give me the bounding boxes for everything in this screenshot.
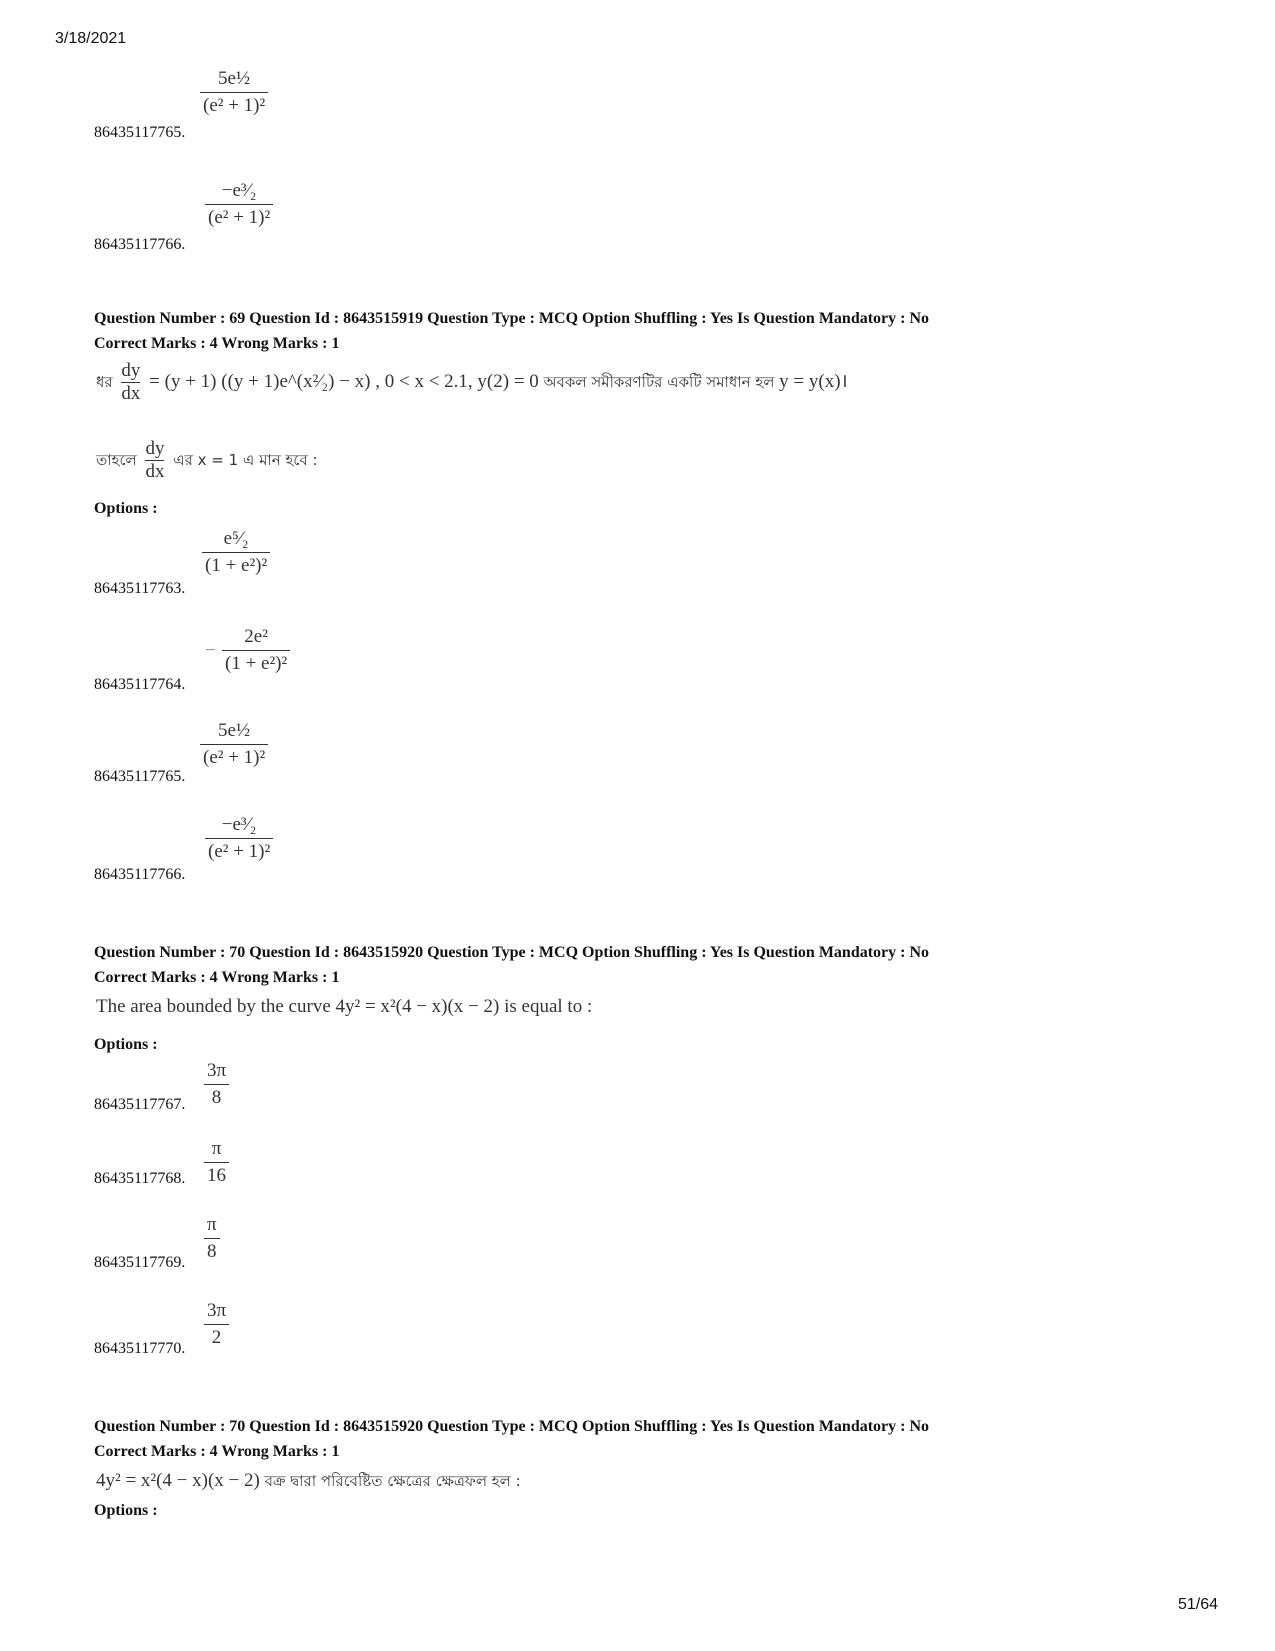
question-header [94, 1414, 929, 1464]
option-fraction [200, 720, 268, 769]
fraction-denominator: 2 [211, 1327, 222, 1348]
bengali-text: বক্র দ্বারা পরিবেষ্টিত ক্ষেত্রের ক্ষেত্রফল হল : [264, 1472, 521, 1490]
fraction-denominator: 8 [207, 1241, 217, 1262]
option-fraction [204, 1300, 229, 1349]
page-number: 51/64 [1178, 1596, 1219, 1613]
negative-sign: − [205, 640, 216, 661]
option-id: 86435117764. [94, 676, 186, 693]
fraction-numerator: 3π [207, 1300, 227, 1321]
question-header [94, 940, 929, 990]
options-label: Options : [94, 1502, 158, 1519]
option-fraction [204, 1060, 229, 1109]
print-date: 3/18/2021 [55, 30, 127, 47]
option-id: 86435117769. [94, 1254, 186, 1271]
options-label: Options : [94, 500, 158, 517]
fraction-denominator: (1 + e²)² [205, 555, 268, 576]
option-id: 86435117770. [94, 1340, 186, 1357]
option-fraction [222, 626, 290, 675]
option-id: 86435117765. [94, 124, 186, 141]
bengali-text: অবকল সমীকরণটির একটি সমাধান হল [543, 372, 775, 391]
question-marks: Correct Marks : 4 Wrong Marks : 1 [94, 1443, 340, 1460]
fraction-numerator: e⁵⁄₂ [223, 528, 249, 549]
differential-equation: = (y + 1) ((y + 1)e^(x²⁄₂) − x) , 0 < x < 2.1, y(2) = 0 [149, 370, 539, 392]
option-fraction [204, 1214, 220, 1263]
fraction-denominator: (1 + e²)² [225, 653, 288, 674]
derivative-denominator: dx [145, 461, 165, 482]
question-text: The area bounded by the curve 4y² = x²(4 − x)(x − 2) is equal to : [96, 996, 593, 1017]
question-header [94, 306, 929, 356]
fraction-numerator: π [211, 1138, 222, 1159]
fraction-numerator: 2e² [244, 626, 268, 647]
question-marks: Correct Marks : 4 Wrong Marks : 1 [94, 969, 340, 986]
derivative-fraction [121, 360, 140, 405]
fraction-denominator: (e² + 1)² [203, 95, 266, 116]
option-fraction [205, 180, 273, 229]
bengali-prefix: তাহলে [96, 450, 137, 469]
solution-expression: y = y(x)। [779, 370, 848, 392]
option-id: 86435117767. [94, 1096, 186, 1113]
option-id: 86435117768. [94, 1170, 186, 1187]
fraction-numerator: 3π [207, 1060, 227, 1081]
fraction-denominator: 16 [207, 1165, 226, 1186]
question-text [96, 1470, 521, 1495]
derivative-numerator: dy [121, 360, 141, 381]
bengali-prefix: ধর [96, 372, 113, 391]
option-fraction [202, 528, 270, 577]
question-marks: Correct Marks : 4 Wrong Marks : 1 [94, 335, 340, 352]
option-id: 86435117763. [94, 580, 186, 597]
fraction-numerator: π [207, 1214, 217, 1235]
derivative-fraction [145, 438, 164, 483]
fraction-denominator: (e² + 1)² [203, 747, 266, 768]
fraction-numerator: 5e½ [218, 68, 251, 89]
fraction-numerator: 5e½ [218, 720, 251, 741]
option-id: 86435117766. [94, 236, 186, 253]
option-id: 86435117765. [94, 768, 186, 785]
option-fraction [205, 814, 273, 863]
fraction-numerator: −e³⁄₂ [221, 180, 257, 201]
curve-equation: 4y² = x²(4 − x)(x − 2) [96, 1470, 260, 1491]
fraction-denominator: (e² + 1)² [208, 841, 271, 862]
option-fraction [204, 1138, 229, 1187]
derivative-numerator: dy [145, 438, 165, 459]
question-text-line-2 [96, 438, 318, 483]
fraction-denominator: (e² + 1)² [208, 207, 271, 228]
question-meta: Question Number : 70 Question Id : 8643515920 Question Type : MCQ Option Shuffling : Yes Is Question Mandatory : No [94, 944, 930, 961]
options-label: Options : [94, 1036, 158, 1053]
question-meta: Question Number : 69 Question Id : 8643515919 Question Type : MCQ Option Shuffling : Yes Is Question Mandatory : No [94, 310, 930, 327]
bengali-text: এর x = 1 এ মান হবে : [173, 450, 318, 469]
fraction-denominator: 8 [211, 1087, 222, 1108]
question-meta: Question Number : 70 Question Id : 8643515920 Question Type : MCQ Option Shuffling : Yes Is Question Mandatory : No [94, 1418, 930, 1435]
derivative-denominator: dx [121, 383, 141, 404]
option-fraction [200, 68, 268, 117]
question-text-line-1 [96, 360, 848, 405]
fraction-numerator: −e³⁄₂ [221, 814, 257, 835]
option-id: 86435117766. [94, 866, 186, 883]
